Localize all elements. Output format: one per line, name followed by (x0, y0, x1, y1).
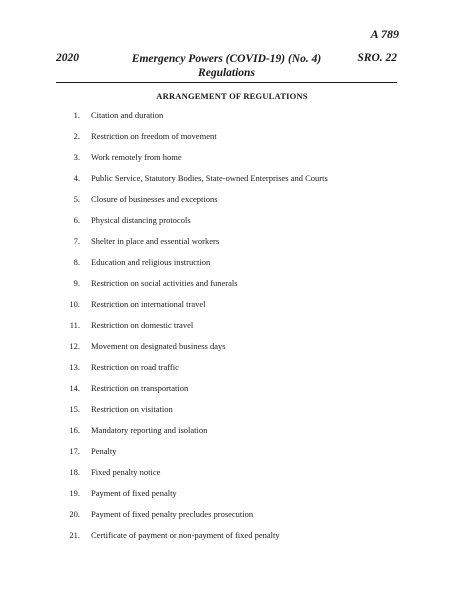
regulation-item (0, 110, 449, 131)
regulation-title: Mandatory reporting and isolation (91, 425, 208, 435)
regulation-number: 5. (73, 194, 80, 204)
regulation-number: 9. (73, 278, 80, 288)
regulation-title: Restriction on road traffic (91, 362, 179, 372)
regulation-item (0, 509, 449, 530)
regulation-title: Restriction on freedom of movement (91, 131, 217, 141)
regulation-title: Education and religious instruction (91, 257, 211, 267)
regulation-number: 11. (69, 320, 80, 330)
regulation-title: Restriction on visitation (91, 404, 173, 414)
page-number: A 789 (370, 27, 399, 41)
regulation-item (0, 173, 449, 194)
regulation-title: Restriction on international travel (91, 299, 206, 309)
regulation-title: Closure of businesses and exceptions (91, 194, 218, 204)
regulation-title: Fixed penalty notice (91, 467, 161, 477)
regulation-number: 6. (73, 215, 80, 225)
regulation-title: Restriction on transportation (91, 383, 189, 393)
regulation-number: 8. (73, 257, 80, 267)
regulation-title: Penalty (91, 446, 117, 456)
regulation-title: Payment of fixed penalty (91, 488, 177, 498)
header-divider (56, 82, 397, 83)
regulation-number: 21. (69, 530, 80, 540)
header-title (56, 52, 397, 80)
regulation-number: 10. (69, 299, 80, 309)
regulation-number: 15. (69, 404, 80, 414)
regulation-title: Payment of fixed penalty precludes prosecution (91, 509, 254, 519)
regulation-item (0, 404, 449, 425)
regulation-title: Certificate of payment or non-payment of fixed penalty (91, 530, 280, 540)
section-heading: ARRANGEMENT OF REGULATIONS (156, 91, 308, 101)
header-title-line-1: Emergency Powers (COVID-19) (No. 4) (131, 53, 322, 65)
regulation-title: Restriction on social activities and funerals (91, 278, 238, 288)
regulation-title: Work remotely from home (91, 152, 182, 162)
regulation-item (0, 488, 449, 509)
regulation-number: 13. (69, 362, 80, 372)
regulation-number: 7. (73, 236, 80, 246)
regulation-item (0, 383, 449, 404)
regulation-item (0, 320, 449, 341)
regulation-item (0, 257, 449, 278)
regulation-item (0, 299, 449, 320)
regulation-number: 4. (73, 173, 80, 183)
regulation-item (0, 215, 449, 236)
header-title-line-2: Regulations (198, 67, 255, 79)
regulation-number: 14. (69, 383, 80, 393)
regulation-number: 2. (73, 131, 80, 141)
regulation-title: Restriction on domestic travel (91, 320, 194, 330)
regulation-title: Citation and duration (91, 110, 164, 120)
regulation-number: 12. (69, 341, 80, 351)
regulation-item (0, 446, 449, 467)
regulation-item (0, 362, 449, 383)
regulation-number: 17. (69, 446, 80, 456)
regulation-item (0, 530, 449, 551)
regulation-item (0, 236, 449, 257)
regulations-list (0, 110, 449, 551)
regulation-number: 18. (69, 467, 80, 477)
regulation-title: Physical distancing protocols (91, 215, 191, 225)
regulation-number: 1. (73, 110, 80, 120)
regulation-item (0, 278, 449, 299)
header-sro-number: SRO. 22 (357, 52, 397, 64)
regulation-item (0, 341, 449, 362)
header-year: 2020 (56, 52, 79, 64)
regulation-title: Movement on designated business days (91, 341, 226, 351)
regulation-item (0, 425, 449, 446)
regulation-item (0, 131, 449, 152)
regulation-number: 16. (69, 425, 80, 435)
regulation-number: 3. (73, 152, 80, 162)
regulation-title: Public Service, Statutory Bodies, State-owned Enterprises and Courts (91, 173, 328, 183)
regulation-item (0, 194, 449, 215)
regulation-item (0, 467, 449, 488)
regulation-item (0, 152, 449, 173)
regulation-number: 20. (69, 509, 80, 519)
regulation-title: Shelter in place and essential workers (91, 236, 220, 246)
regulation-number: 19. (69, 488, 80, 498)
